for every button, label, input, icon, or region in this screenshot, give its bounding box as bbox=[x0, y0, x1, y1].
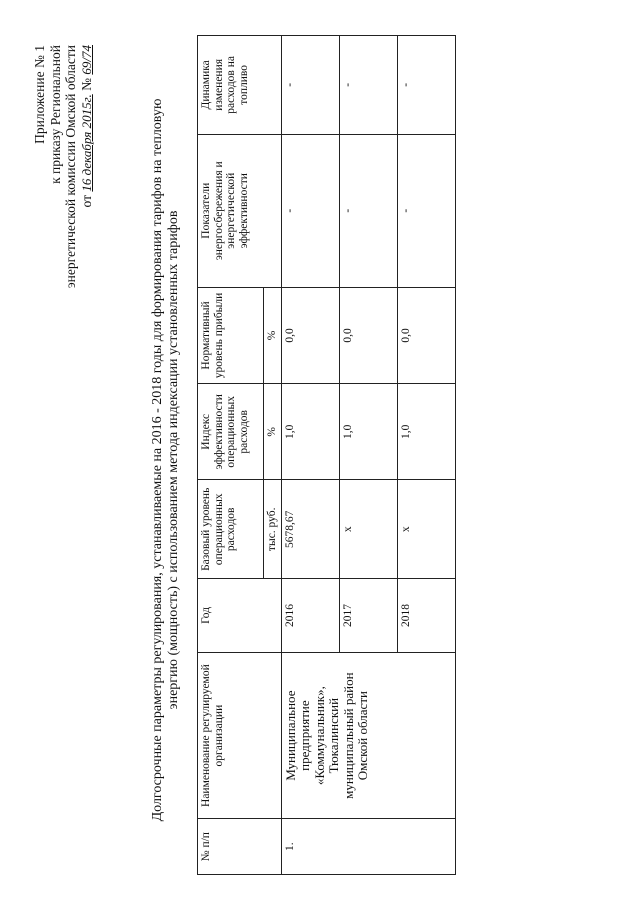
cell-dyn: - bbox=[339, 36, 397, 135]
appendix-order-ref: к приказу Региональной bbox=[47, 45, 63, 184]
cell-index: 1,0 bbox=[281, 384, 339, 480]
cell-dyn: - bbox=[281, 36, 339, 135]
header-org: Наименование регулируемой организации bbox=[198, 652, 282, 819]
header-norm: Нормативный уровень прибыли bbox=[198, 287, 264, 383]
header-eff: Показатели энергосбережения и энергетической эффективности bbox=[198, 134, 282, 287]
cell-year: 2016 bbox=[281, 579, 339, 653]
handwritten-date: 16 декабря 2015г. bbox=[78, 94, 94, 192]
document-heading bbox=[150, 45, 182, 875]
header-index: Индекс эффективности операционных расходов bbox=[198, 384, 264, 480]
parameters-table bbox=[197, 35, 456, 875]
unit-index: % bbox=[264, 384, 282, 480]
handwritten-number: 69/74 bbox=[78, 45, 94, 75]
unit-norm: % bbox=[264, 287, 282, 383]
cell-norm: 0,0 bbox=[281, 287, 339, 383]
header-year: Год bbox=[198, 579, 282, 653]
cell-year: 2017 bbox=[339, 579, 397, 653]
cell-base: x bbox=[397, 480, 455, 579]
cell-eff: - bbox=[281, 134, 339, 287]
cell-year: 2018 bbox=[397, 579, 455, 653]
cell-norm: 0,0 bbox=[339, 287, 397, 383]
cell-index: 1,0 bbox=[339, 384, 397, 480]
header-num: № п/п bbox=[198, 819, 282, 875]
heading-line-2: энергию (мощность) с использованием метода индексации установленных тарифов bbox=[166, 210, 181, 710]
appendix-commission: энергетической комиссии Омской области bbox=[63, 45, 78, 289]
appendix-title: Приложение № 1 bbox=[32, 45, 47, 144]
row-number: 1. bbox=[281, 819, 455, 875]
table-row bbox=[281, 36, 339, 875]
header-base: Базовый уровень операционных расходов bbox=[198, 480, 264, 579]
header-dyn: Динамика изменения расходов на топливо bbox=[198, 36, 282, 135]
date-prefix: от bbox=[78, 194, 94, 208]
number-prefix: № bbox=[78, 78, 94, 91]
cell-base: 5678,67 bbox=[281, 480, 339, 579]
organization-name: Муниципальное предприятие «Коммунальник», Тюкалинский муниципальный район Омской области bbox=[281, 652, 455, 819]
cell-index: 1,0 bbox=[397, 384, 455, 480]
appendix-block bbox=[32, 45, 94, 295]
cell-base: x bbox=[339, 480, 397, 579]
unit-base: тыс. руб. bbox=[264, 480, 282, 579]
cell-dyn: - bbox=[397, 36, 455, 135]
heading-line-1: Долгосрочные параметры регулирования, устанавливаемые на 2016 - 2018 годы для формирования тарифов на тепловую bbox=[150, 98, 165, 822]
appendix-date-line bbox=[79, 45, 95, 295]
cell-eff: - bbox=[397, 134, 455, 287]
cell-norm: 0,0 bbox=[397, 287, 455, 383]
header-row bbox=[198, 36, 264, 875]
cell-eff: - bbox=[339, 134, 397, 287]
